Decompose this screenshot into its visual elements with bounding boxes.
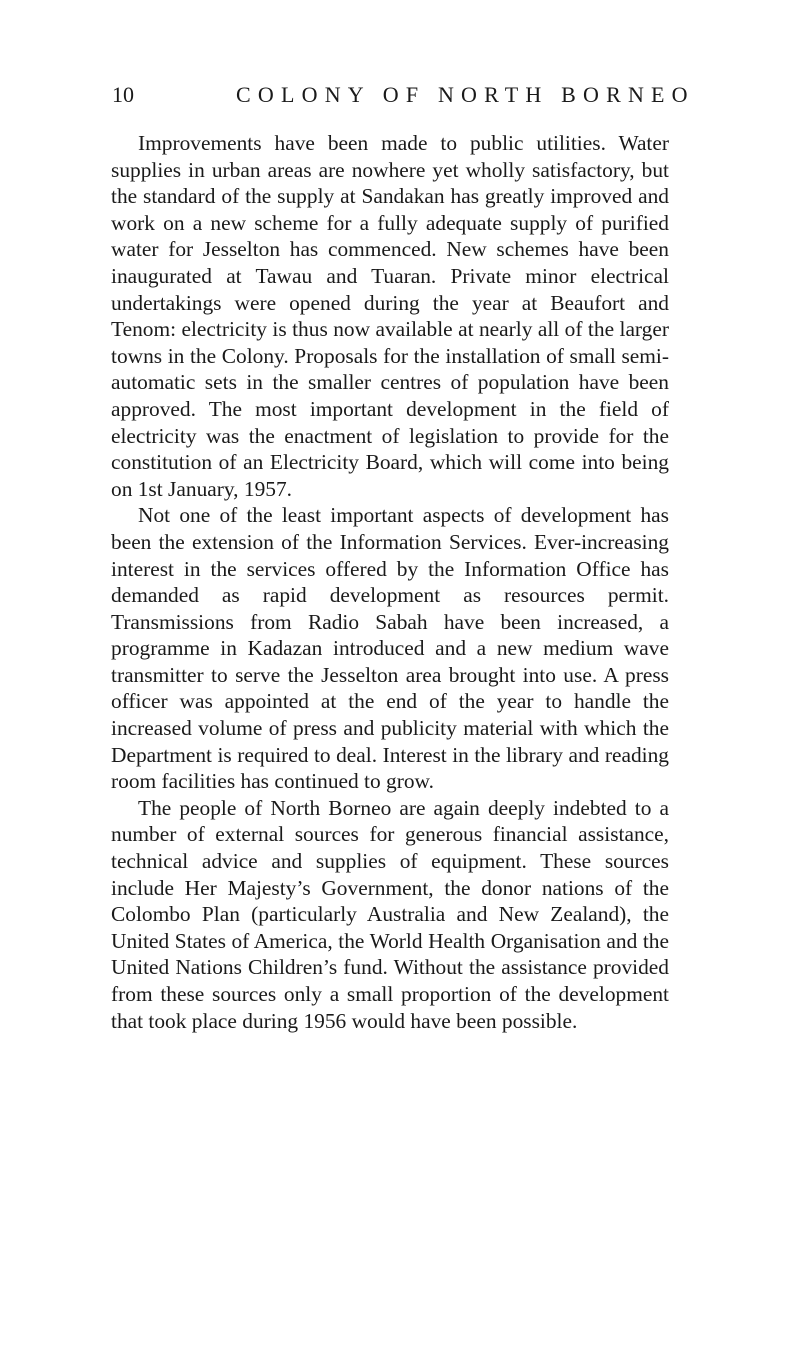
paragraph-external-assistance: The people of North Borneo are again deeply indebted to a number of external sources for generous financial assistance, technical advice and supplies of equipment. These sources include Her Majesty’s Government, the donor nations of the Colombo Plan (particularly Australia and New Zealand), the United States of America, the World Health Organisation and the United Nations Children’s fund. Without the assistance provided from these sources only a small proportion of the development that took place during 1956 would have been possible.: [111, 795, 669, 1033]
page-number: 10: [112, 82, 134, 107]
body-text: [111, 130, 669, 1034]
running-header: [112, 80, 695, 110]
page-heading: COLONY OF NORTH BORNEO: [236, 82, 695, 107]
paragraph-public-utilities: Improvements have been made to public utilities. Water supplies in urban areas are nowhere yet wholly satisfactory, but the standard of the supply at Sandakan has greatly improved and work on a new scheme for a fully adequate supply of purified water for Jesselton has commenced. New schemes have been inaugurated at Tawau and Tuaran. Private minor electrical undertakings were opened during the year at Beaufort and Tenom: electricity is thus now available at nearly all of the larger towns in the Colony. Proposals for the installation of small semi-automatic sets in the smaller centres of population have been approved. The most important development in the field of electricity was the enactment of legislation to provide for the constitution of an Electricity Board, which will come into being on 1st January, 1957.: [111, 131, 669, 501]
paragraph-information-services: Not one of the least important aspects of development has been the extension of the Information Services. Ever-increasing interest in the services offered by the Information Office has demanded as rapid development as resources permit. Transmissions from Radio Sabah have been increased, a programme in Kadazan introduced and a new medium wave transmitter to serve the Jesselton area brought into use. A press officer was appointed at the end of the year to handle the increased volume of press and publicity material with which the Department is required to deal. Interest in the library and reading room facilities has continued to grow.: [111, 503, 669, 794]
